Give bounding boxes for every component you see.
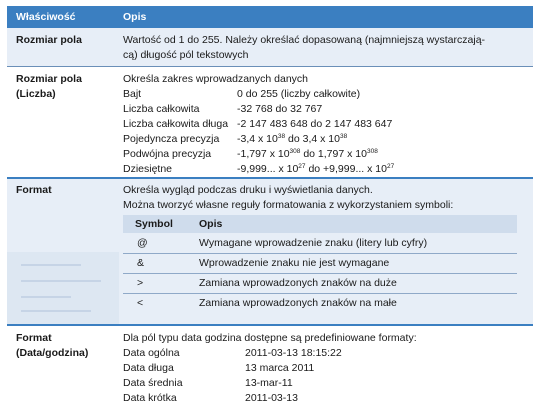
row-text-line: Określa wygląd podczas druku i wyświetlania danych.	[123, 184, 373, 196]
range-name: Liczba całkowita	[123, 103, 200, 115]
row-text-line: cą) długość pól tekstowych	[123, 49, 249, 61]
symbol-desc-header: Opis	[199, 218, 223, 230]
symbol-table-header	[123, 215, 517, 233]
row-text-line: Dla pól typu data godzina dostępne są predefiniowane formaty:	[123, 332, 417, 344]
row-label: Rozmiar pola	[16, 34, 82, 46]
format-value: 13 marca 2011	[245, 362, 315, 374]
row-label: (Data/godzina)	[16, 347, 89, 359]
row-text-line: Wartość od 1 do 255. Należy określać dopasowaną (najmniejszą wystarczają-	[123, 34, 486, 46]
row-text-line: Określa zakres wprowadzanych danych	[123, 73, 309, 85]
range-value: -3,4 x $10^{38}$ do 3,4 x $10^{38}$	[237, 133, 348, 145]
format-value: 2011-03-13 18:15:22	[245, 347, 342, 359]
symbol-desc: Wprowadzenie znaku nie jest wymagane	[199, 257, 390, 269]
symbol-desc: Zamiana wprowadzonych znaków na duże	[199, 277, 397, 289]
range-value: -9,999... x $10^{27}$ do +9,999... x $10^{27}$	[237, 163, 395, 175]
range-value: -1,797 x $10^{308}$ do 1,797 x $10^{308}$	[237, 148, 378, 160]
row-label: Format	[16, 184, 52, 196]
range-name: Pojedyncza precyzja	[123, 133, 220, 145]
scan-bleed-through	[7, 252, 119, 324]
format-name: Data krótka	[123, 392, 177, 404]
row-field-size	[7, 28, 533, 66]
range-name: Liczba całkowita długa	[123, 118, 229, 130]
range-value: 0 do 255 (liczby całkowite)	[237, 88, 361, 100]
symbol-row	[123, 254, 517, 273]
table-header	[7, 6, 533, 28]
row-label: (Liczba)	[16, 88, 56, 100]
row-format-datetime	[7, 326, 533, 405]
header-description: Opis	[123, 11, 147, 23]
range-name: Dziesiętne	[123, 163, 173, 175]
format-name: Data długa	[123, 362, 174, 374]
symbol-desc: Zamiana wprowadzonych znaków na małe	[199, 297, 397, 309]
format-name: Data ogólna	[123, 347, 180, 359]
range-name: Bajt	[123, 88, 142, 100]
row-text-line: Można tworzyć własne reguły formatowania z wykorzystaniem symboli:	[123, 199, 454, 211]
row-label: Format	[16, 332, 52, 344]
symbol: &	[137, 257, 145, 269]
symbol-desc: Wymagane wprowadzenie znaku (litery lub cyfry)	[199, 237, 428, 249]
symbol-row	[123, 274, 517, 293]
range-name: Podwójna precyzja	[123, 148, 212, 160]
properties-table	[7, 6, 533, 405]
range-value: -2 147 483 648 do 2 147 483 647	[237, 118, 393, 130]
header-property: Właściwość	[16, 11, 76, 23]
format-name: Data średnia	[123, 377, 183, 389]
symbol: >	[137, 277, 144, 289]
row-label: Rozmiar pola	[16, 73, 82, 85]
format-value: 2011-03-13	[245, 392, 298, 404]
symbol-row	[123, 294, 517, 313]
range-value: -32 768 do 32 767	[237, 103, 323, 115]
symbol: <	[137, 297, 144, 309]
symbol-row	[123, 234, 517, 253]
symbol-col-header: Symbol	[135, 218, 173, 230]
format-value: 13-mar-11	[245, 377, 293, 389]
symbol: @	[137, 237, 148, 249]
row-field-size-number	[7, 67, 533, 177]
